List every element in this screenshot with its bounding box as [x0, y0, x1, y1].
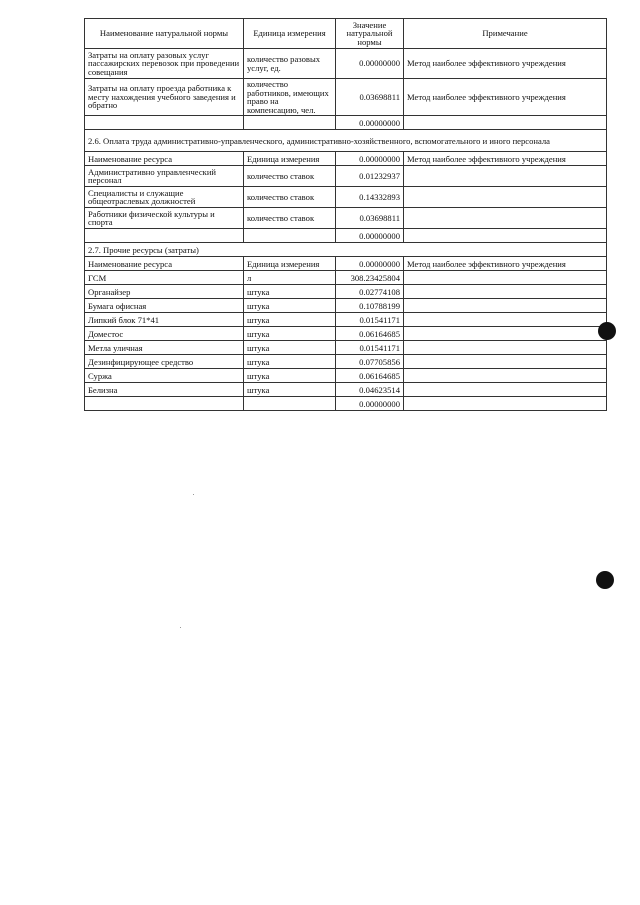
table-row	[85, 187, 607, 208]
row-unit: количество ставок	[244, 187, 336, 208]
row-value: 0.02774108	[336, 285, 404, 299]
row-unit: количество ставок	[244, 208, 336, 229]
table-row	[85, 369, 607, 383]
row-value: 0.07705856	[336, 355, 404, 369]
row-note	[404, 116, 607, 130]
row-unit: количество работников, имеющих право на компенсацию, чел.	[244, 79, 336, 116]
table-row	[85, 299, 607, 313]
row-unit	[244, 397, 336, 411]
row-unit: штука	[244, 355, 336, 369]
table-row	[85, 116, 607, 130]
row-note	[404, 285, 607, 299]
punch-hole-mark	[596, 571, 614, 589]
row-note	[404, 383, 607, 397]
section-header-row	[85, 152, 607, 166]
row-name: Затраты на оплату разовых услуг пассажирских перевозок при проведении совещания	[85, 49, 244, 79]
row-value: 0.00000000	[336, 49, 404, 79]
row-value: 0.10788199	[336, 299, 404, 313]
row-value: 0.01232937	[336, 166, 404, 187]
row-value: 0.06164685	[336, 327, 404, 341]
header-unit: Единица измерения	[244, 19, 336, 49]
table-row	[85, 229, 607, 243]
row-name: Бумага офисная	[85, 299, 244, 313]
section-26-title: 2.6. Оплата труда административно-управленческого, административно-хозяйственного, вспомогательного и иного персонала	[85, 130, 607, 152]
row-unit	[244, 229, 336, 243]
row-unit: штука	[244, 341, 336, 355]
table-row	[85, 397, 607, 411]
row-unit: л	[244, 271, 336, 285]
row-unit: штука	[244, 369, 336, 383]
section-header-unit: Единица измерения	[244, 152, 336, 166]
row-value: 0.03698811	[336, 79, 404, 116]
section-27-title: 2.7. Прочие ресурсы (затраты)	[85, 243, 607, 257]
row-name: Затраты на оплату проезда работника к месту нахождения учебного заведения и обратно	[85, 79, 244, 116]
row-name	[85, 397, 244, 411]
header-note: Примечание	[404, 19, 607, 49]
row-note	[404, 208, 607, 229]
row-value: 0.00000000	[336, 229, 404, 243]
row-value: 0.00000000	[336, 397, 404, 411]
row-note	[404, 327, 607, 341]
row-unit: штука	[244, 313, 336, 327]
table-row	[85, 285, 607, 299]
punch-hole-mark	[598, 322, 616, 340]
section-title-row	[85, 130, 607, 152]
section-header-value: 0.00000000	[336, 152, 404, 166]
table-row	[85, 355, 607, 369]
row-value: 0.06164685	[336, 369, 404, 383]
header-name: Наименование натуральной нормы	[85, 19, 244, 49]
row-value: 0.04623514	[336, 383, 404, 397]
row-name: Суржа	[85, 369, 244, 383]
section-header-note: Метод наиболее эффективного учреждения	[404, 257, 607, 271]
scan-speck	[180, 627, 181, 628]
row-note	[404, 369, 607, 383]
table-header-row	[85, 19, 607, 49]
section-header-name: Наименование ресурса	[85, 257, 244, 271]
section-header-name: Наименование ресурса	[85, 152, 244, 166]
row-value: 0.14332893	[336, 187, 404, 208]
row-name: Белизна	[85, 383, 244, 397]
row-note	[404, 355, 607, 369]
row-value: 308.23425804	[336, 271, 404, 285]
table-row	[85, 383, 607, 397]
row-note	[404, 299, 607, 313]
scan-speck	[193, 494, 194, 495]
row-unit: штука	[244, 383, 336, 397]
row-name: Дезинфицирующее средство	[85, 355, 244, 369]
row-name: Специалисты и служащие общеотраслевых должностей	[85, 187, 244, 208]
table-row	[85, 341, 607, 355]
table-row	[85, 313, 607, 327]
row-name	[85, 116, 244, 130]
header-value: Значение натуральной нормы	[336, 19, 404, 49]
row-unit: количество ставок	[244, 166, 336, 187]
row-value: 0.01541171	[336, 313, 404, 327]
row-note	[404, 313, 607, 327]
row-name: Метла уличная	[85, 341, 244, 355]
section-title-row	[85, 243, 607, 257]
row-note	[404, 341, 607, 355]
row-note	[404, 166, 607, 187]
table-row	[85, 271, 607, 285]
section-header-unit: Единица измерения	[244, 257, 336, 271]
row-name	[85, 229, 244, 243]
table-row	[85, 208, 607, 229]
row-note	[404, 229, 607, 243]
row-value: 0.03698811	[336, 208, 404, 229]
table-row	[85, 327, 607, 341]
row-unit: количество разовых услуг, ед.	[244, 49, 336, 79]
row-value: 0.00000000	[336, 116, 404, 130]
row-unit: штука	[244, 285, 336, 299]
row-name: Административно управленческий персонал	[85, 166, 244, 187]
row-note: Метод наиболее эффективного учреждения	[404, 79, 607, 116]
row-unit: штука	[244, 327, 336, 341]
row-name: Доместос	[85, 327, 244, 341]
row-name: Липкий блок 71*41	[85, 313, 244, 327]
table-row	[85, 166, 607, 187]
section-header-row	[85, 257, 607, 271]
row-name: Органайзер	[85, 285, 244, 299]
row-value: 0.01541171	[336, 341, 404, 355]
row-unit	[244, 116, 336, 130]
table-row	[85, 79, 607, 116]
row-note	[404, 187, 607, 208]
section-header-note: Метод наиболее эффективного учреждения	[404, 152, 607, 166]
row-note	[404, 271, 607, 285]
table-row	[85, 49, 607, 79]
row-name: ГСМ	[85, 271, 244, 285]
row-note	[404, 397, 607, 411]
row-unit: штука	[244, 299, 336, 313]
row-note: Метод наиболее эффективного учреждения	[404, 49, 607, 79]
section-header-value: 0.00000000	[336, 257, 404, 271]
norms-table	[84, 18, 607, 411]
row-name: Работники физической культуры и спорта	[85, 208, 244, 229]
